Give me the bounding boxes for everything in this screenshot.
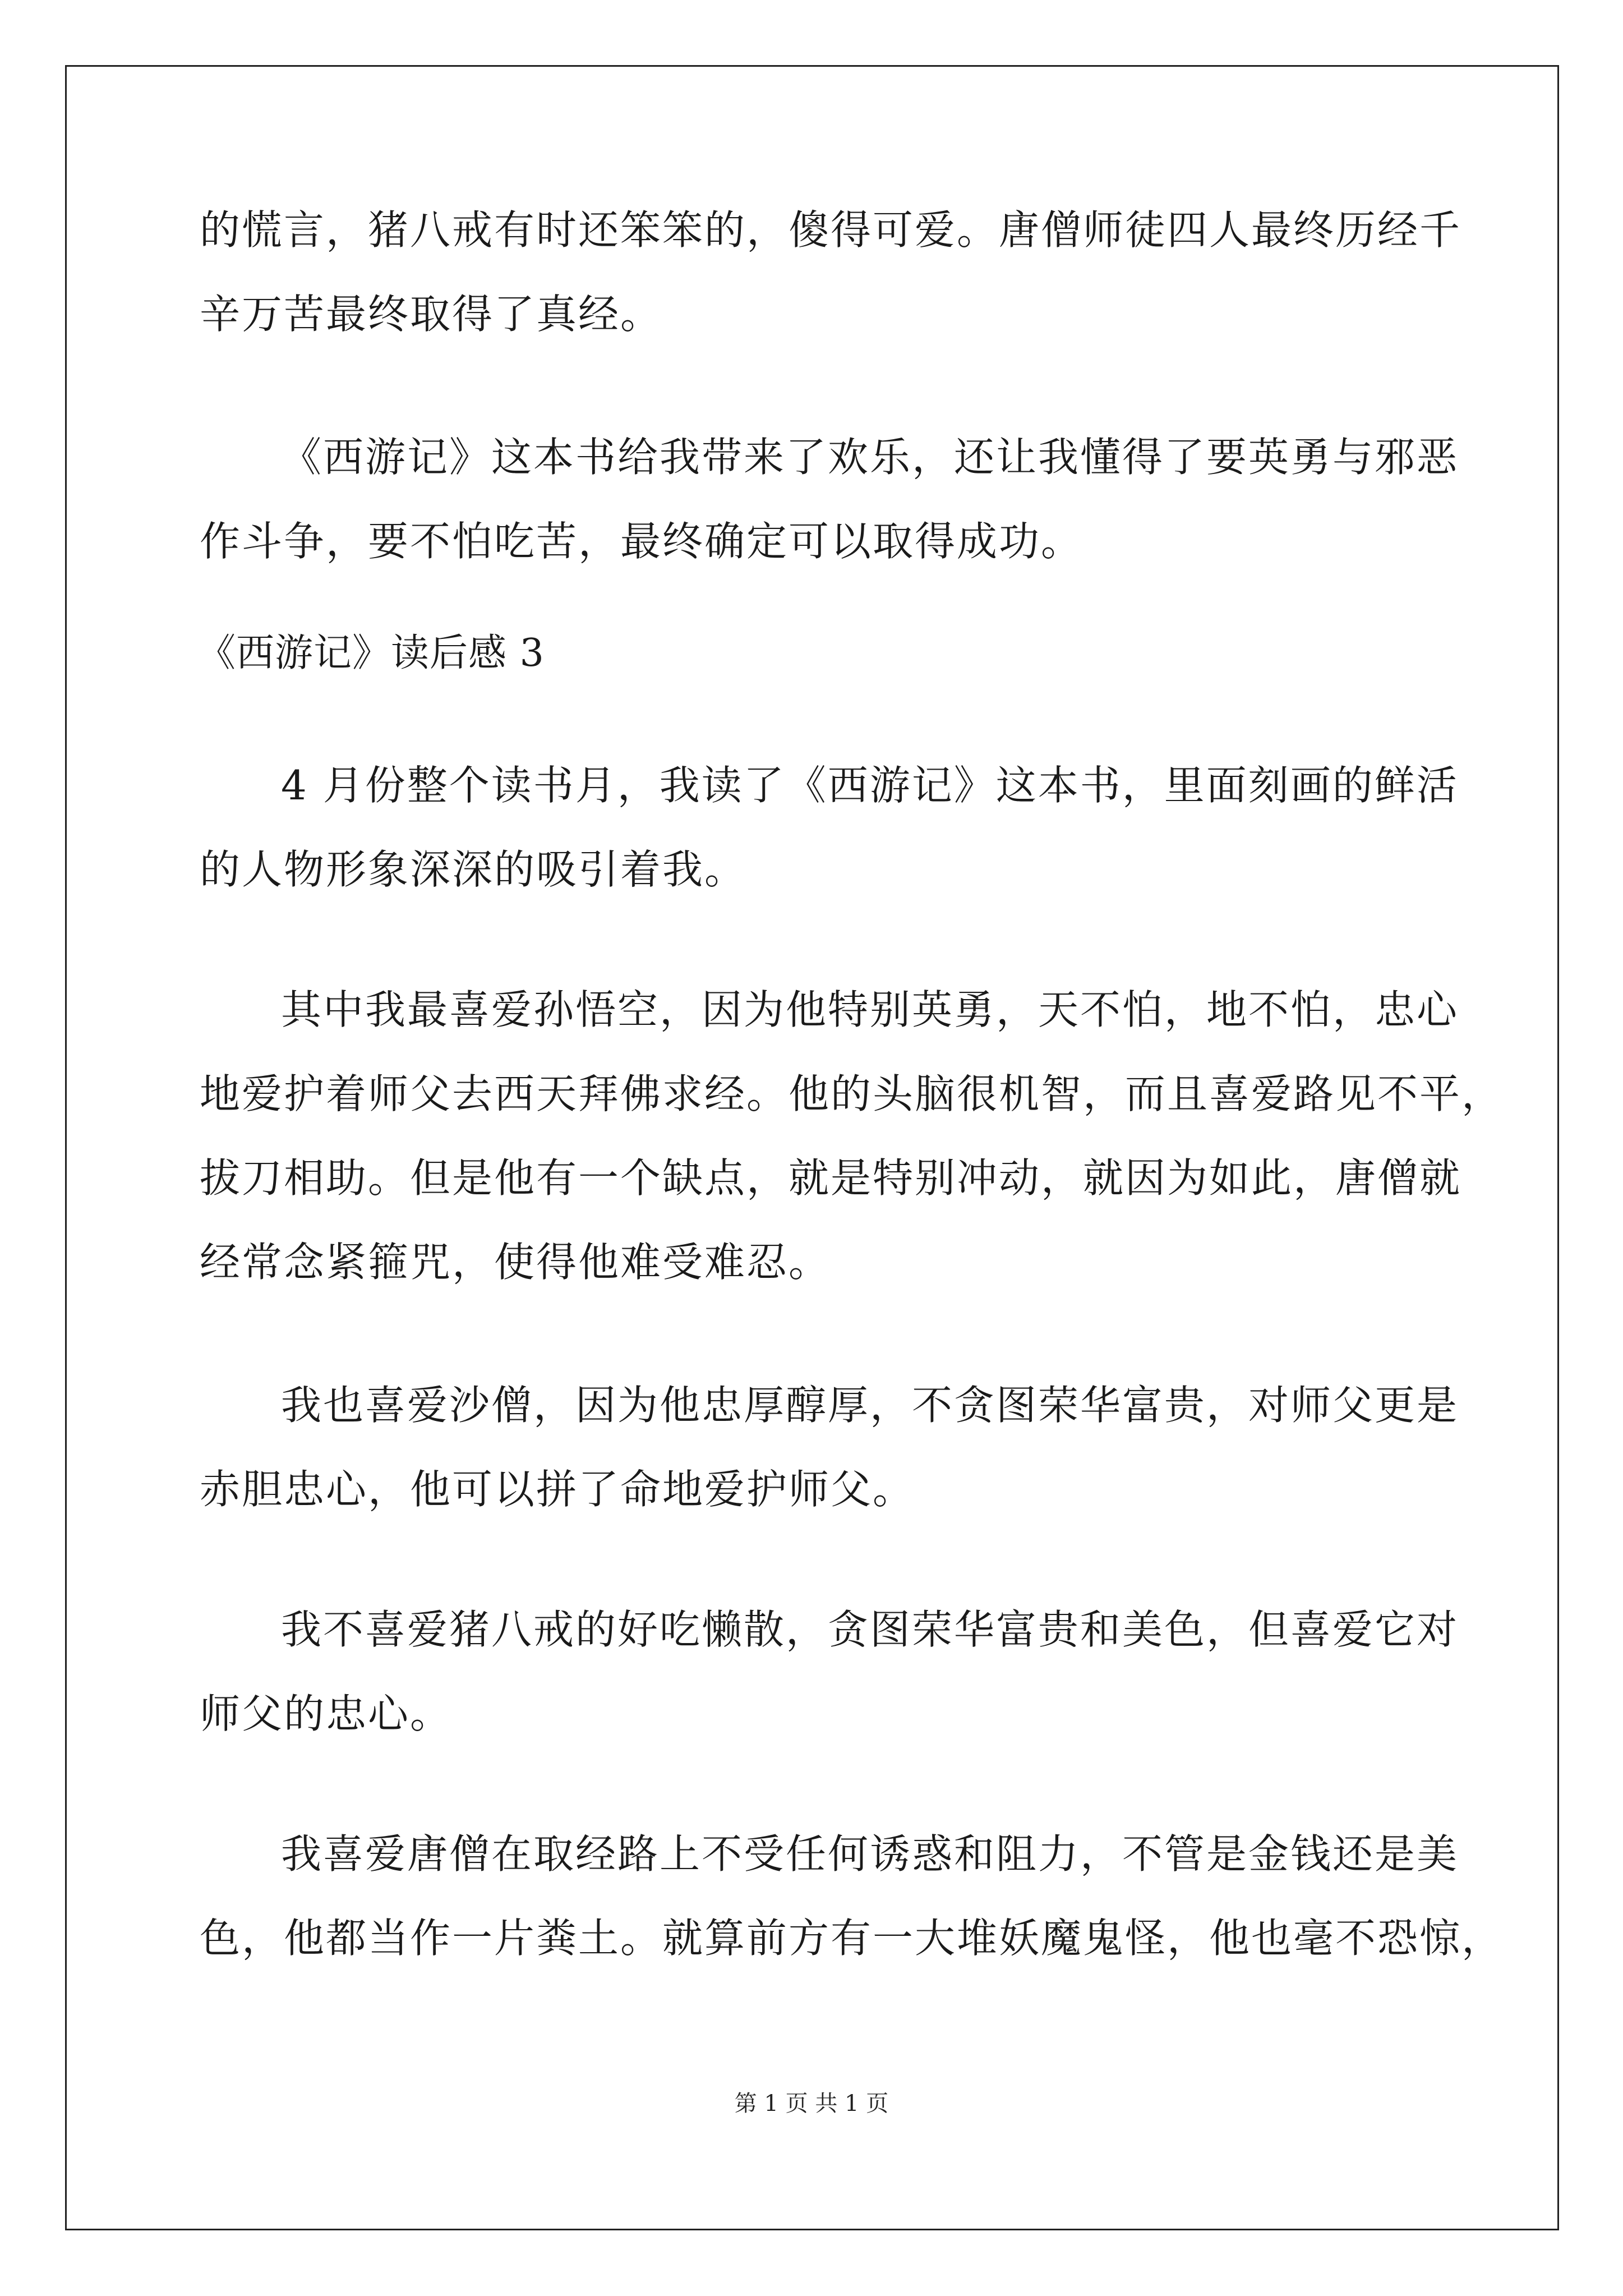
text-line: 的慌言，猪八戒有时还笨笨的，傻得可爱。唐僧师徒四人最终历经千 — [200, 206, 1462, 254]
text-line: 地爱护着师父去西天拜佛求经。他的头脑很机智，而且喜爱路见不平， — [200, 1070, 1504, 1117]
text-line: 我也喜爱沙僧，因为他忠厚醇厚，不贪图荣华富贵，对师父更是 — [281, 1382, 1459, 1429]
section-heading: 《西游记》读后感 3 — [197, 631, 545, 675]
text-line: 经常念紧箍咒，使得他难受难忍。 — [200, 1239, 831, 1286]
text-line: 我喜爱唐僧在取经路上不受任何诱惑和阻力，不管是金钱还是美 — [281, 1830, 1459, 1878]
text-line: 其中我最喜爱孙悟空，因为他特别英勇，天不怕，地不怕，忠心 — [281, 986, 1459, 1033]
page-footer: 第 1 页 共 1 页 — [734, 2091, 889, 2116]
text-line: 我不喜爱猪八戒的好吃懒散，贪图荣华富贵和美色，但喜爱它对 — [281, 1606, 1459, 1653]
text-line: 赤胆忠心，他可以拼了命地爱护师父。 — [200, 1466, 915, 1513]
text-line: 《西游记》这本书给我带来了欢乐，还让我懂得了要英勇与邪恶 — [281, 434, 1459, 481]
text-line: 师父的忠心。 — [200, 1690, 453, 1737]
text-line: 4 月份整个读书月，我读了《西游记》这本书，里面刻画的鲜活 — [281, 762, 1459, 809]
text-line: 辛万苦最终取得了真经。 — [200, 291, 663, 338]
text-line: 色，他都当作一片粪土。就算前方有一大堆妖魔鬼怪，他也毫不恐惊， — [200, 1915, 1504, 1962]
text-line: 拔刀相助。但是他有一个缺点，就是特别冲动，就因为如此，唐僧就 — [200, 1154, 1462, 1202]
text-line: 作斗争，要不怕吃苦，最终确定可以取得成功。 — [200, 518, 1083, 565]
text-line: 的人物形象深深的吸引着我。 — [200, 846, 747, 893]
